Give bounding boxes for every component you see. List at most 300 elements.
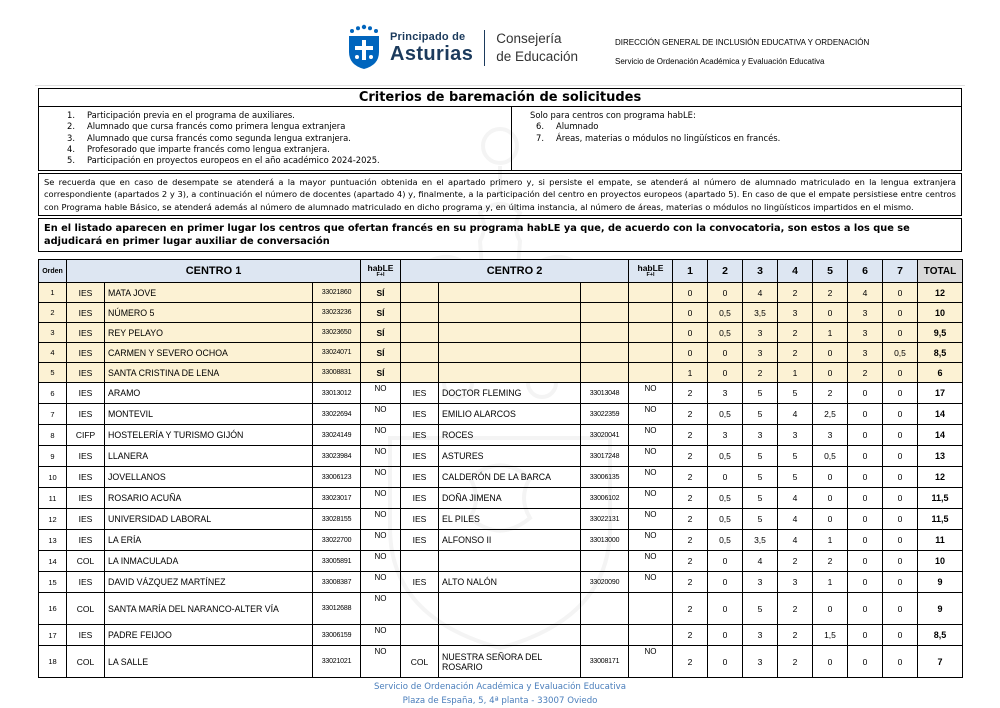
orden-cell: 5 — [39, 363, 67, 383]
orden-cell: 7 — [39, 404, 67, 425]
centro2-name-cell: NUESTRA SEÑORA DEL ROSARIO — [439, 646, 581, 678]
score-cell-7: 0 — [883, 530, 918, 551]
score-cell-1: 0 — [673, 343, 708, 363]
score-cell-1: 2 — [673, 530, 708, 551]
page-header — [345, 24, 578, 71]
criteria-item — [39, 155, 507, 166]
score-cell-2: 0 — [708, 283, 743, 303]
centro1-code-cell: 33028155 — [313, 509, 361, 530]
centro1-name-cell: REY PELAYO — [105, 323, 313, 343]
score-cell-4: 4 — [778, 509, 813, 530]
hable2-cell — [629, 303, 673, 323]
criteria-item-text: Profesorado que imparte francés como lengua extranjera. — [87, 144, 330, 155]
centro1-name-cell: HOSTELERÍA Y TURISMO GIJÓN — [105, 425, 313, 446]
hable2-cell — [629, 283, 673, 303]
score-cell-7: 0 — [883, 363, 918, 383]
score-cell-4: 4 — [778, 488, 813, 509]
score-cell-7: 0,5 — [883, 343, 918, 363]
score-cell-1: 2 — [673, 509, 708, 530]
score-cell-6: 0 — [848, 572, 883, 593]
score-cell-7: 0 — [883, 383, 918, 404]
hable1-cell: NO — [361, 404, 401, 425]
centro2-code-cell: 33022131 — [581, 509, 629, 530]
table-row — [39, 404, 963, 425]
centro2-name-cell: ALFONSO II — [439, 530, 581, 551]
orden-cell: 16 — [39, 593, 67, 625]
criteria-box — [38, 107, 962, 171]
logo-department — [496, 30, 578, 65]
orden-cell: 11 — [39, 488, 67, 509]
centro2-type-cell — [401, 303, 439, 323]
centro1-code-cell: 33023236 — [313, 303, 361, 323]
centro1-name-cell: DAVID VÁZQUEZ MARTÍNEZ — [105, 572, 313, 593]
orden-cell: 9 — [39, 446, 67, 467]
centro2-type-cell: IES — [401, 488, 439, 509]
centro2-code-cell: 33020041 — [581, 425, 629, 446]
score-cell-4: 2 — [778, 646, 813, 678]
hable2-cell: NO — [629, 425, 673, 446]
score-cell-7: 0 — [883, 551, 918, 572]
centro2-code-cell: 33008171 — [581, 646, 629, 678]
centro2-type-cell: IES — [401, 572, 439, 593]
table-row — [39, 323, 963, 343]
total-cell: 9 — [918, 593, 963, 625]
table-row — [39, 283, 963, 303]
centro2-code-cell: 33013000 — [581, 530, 629, 551]
hable1-cell: NO — [361, 446, 401, 467]
score-cell-1: 2 — [673, 467, 708, 488]
score-cell-5: 1 — [813, 530, 848, 551]
header-rule — [35, 85, 965, 86]
centro2-type-cell — [401, 551, 439, 572]
score-cell-2: 0,5 — [708, 446, 743, 467]
criteria-item-text: Alumnado — [556, 121, 599, 132]
score-cell-7: 0 — [883, 646, 918, 678]
score-cell-3: 3 — [743, 572, 778, 593]
table-row — [39, 343, 963, 363]
score-cell-4: 2 — [778, 625, 813, 646]
criteria-item-number: 7. — [536, 132, 544, 143]
hable1-cell: NO — [361, 467, 401, 488]
criteria-item-number: 4. — [67, 144, 75, 155]
hable2-cell: NO — [629, 646, 673, 678]
centro1-name-cell: PADRE FEIJOO — [105, 625, 313, 646]
orden-cell: 15 — [39, 572, 67, 593]
centro2-name-cell — [439, 625, 581, 646]
table-row — [39, 303, 963, 323]
score-cell-4: 2 — [778, 323, 813, 343]
total-cell: 11 — [918, 530, 963, 551]
centro2-name-cell — [439, 283, 581, 303]
centro2-type-cell — [401, 323, 439, 343]
score-column-header: 7 — [883, 260, 918, 283]
score-cell-4: 3 — [778, 572, 813, 593]
centro1-name-cell: UNIVERSIDAD LABORAL — [105, 509, 313, 530]
score-cell-4: 5 — [778, 446, 813, 467]
centro2-name-cell: ALTO NALÓN — [439, 572, 581, 593]
hable1-cell: NO — [361, 551, 401, 572]
score-cell-6: 0 — [848, 467, 883, 488]
table-row — [39, 509, 963, 530]
score-cell-5: 0 — [813, 646, 848, 678]
total-cell: 11,5 — [918, 509, 963, 530]
centro2-code-cell — [581, 625, 629, 646]
total-cell: 10 — [918, 551, 963, 572]
table-row — [39, 363, 963, 383]
hable2-cell: NO — [629, 530, 673, 551]
centro1-type-cell: CIFP — [67, 425, 105, 446]
centro2-type-cell — [401, 363, 439, 383]
score-cell-7: 0 — [883, 425, 918, 446]
orden-cell: 3 — [39, 323, 67, 343]
centro2-name-cell — [439, 303, 581, 323]
score-cell-3: 3,5 — [743, 530, 778, 551]
score-cell-5: 1 — [813, 572, 848, 593]
centro2-type-cell: IES — [401, 446, 439, 467]
score-cell-7: 0 — [883, 283, 918, 303]
score-cell-1: 2 — [673, 425, 708, 446]
score-cell-7: 0 — [883, 572, 918, 593]
score-cell-5: 1 — [813, 323, 848, 343]
table-row — [39, 646, 963, 678]
score-cell-4: 3 — [778, 425, 813, 446]
score-cell-3: 5 — [743, 404, 778, 425]
score-cell-6: 0 — [848, 646, 883, 678]
total-cell: 12 — [918, 467, 963, 488]
criteria-item-number: 6. — [536, 121, 544, 132]
hable1-header: habLE F+I — [361, 260, 401, 283]
criteria-item — [39, 121, 507, 132]
criteria-list-right — [512, 107, 961, 170]
centro2-name-cell: ASTURES — [439, 446, 581, 467]
centro2-type-cell: IES — [401, 383, 439, 404]
asturias-shield-icon — [345, 24, 383, 71]
total-cell: 9,5 — [918, 323, 963, 343]
servicio-line: Servicio de Ordenación Académica y Evaluación Educativa — [615, 57, 825, 66]
centro2-type-cell — [401, 343, 439, 363]
centro1-header: CENTRO 1 — [67, 260, 361, 283]
score-cell-7: 0 — [883, 509, 918, 530]
centro2-type-cell: IES — [401, 404, 439, 425]
listing-order-note: En el listado aparecen en primer lugar los centros que ofertan francés en su programa habLE ya que, de acuerdo con la convocatoria, son estos a los que se adjudicará en primer lugar auxiliar de conversación — [38, 218, 962, 252]
centro1-code-cell: 33013012 — [313, 383, 361, 404]
total-cell: 13 — [918, 446, 963, 467]
hable1-cell: NO — [361, 509, 401, 530]
document-body — [38, 88, 962, 708]
hable2-cell — [629, 343, 673, 363]
logo-brand-text — [390, 32, 473, 64]
criteria-item-text: Participación previa en el programa de auxiliares. — [87, 110, 295, 120]
score-cell-2: 0 — [708, 572, 743, 593]
hable1-cell: NO — [361, 425, 401, 446]
centro2-code-cell — [581, 283, 629, 303]
tiebreak-note: Se recuerda que en caso de desempate se atenderá a la mayor puntuación obtenida en el apartado primero y, si persiste el empate, se atenderá al número de alumnado matriculado en la lengua extranjera correspondiente (apartados 2 y 3), a continuación el número de docentes (apartado 4) y, finalmente, a la participación del centro en proyectos europeos (apartado 5). En caso de que el empate persistiese entre centros con Programa hable Básico, se atenderá además al número de alumnado matriculado en dicho programa y, en última instancia, al número de áreas, materias o módulos no lingüísticos impartidos en el mismo. — [38, 173, 962, 216]
score-cell-3: 5 — [743, 383, 778, 404]
score-cell-2: 3 — [708, 425, 743, 446]
score-cell-5: 2 — [813, 283, 848, 303]
score-cell-4: 5 — [778, 467, 813, 488]
score-cell-2: 0,5 — [708, 509, 743, 530]
centro1-type-cell: IES — [67, 446, 105, 467]
orden-cell: 2 — [39, 303, 67, 323]
centro1-type-cell: IES — [67, 383, 105, 404]
centro2-type-cell: IES — [401, 425, 439, 446]
score-cell-3: 3 — [743, 323, 778, 343]
total-cell: 14 — [918, 425, 963, 446]
score-cell-3: 5 — [743, 488, 778, 509]
score-cell-6: 4 — [848, 283, 883, 303]
centro2-type-cell — [401, 593, 439, 625]
centro1-name-cell: MONTEVIL — [105, 404, 313, 425]
score-cell-5: 0 — [813, 303, 848, 323]
centro2-code-cell: 33020090 — [581, 572, 629, 593]
centro2-code-cell — [581, 303, 629, 323]
centro1-code-cell: 33006159 — [313, 625, 361, 646]
centro1-type-cell: IES — [67, 467, 105, 488]
orden-cell: 12 — [39, 509, 67, 530]
criteria-item-number: 3. — [67, 132, 75, 143]
orden-cell: 14 — [39, 551, 67, 572]
score-cell-5: 1,5 — [813, 625, 848, 646]
footer-line2: Plaza de España, 5, 4ª planta - 33007 Oviedo — [402, 695, 598, 706]
centro2-header: CENTRO 2 — [401, 260, 629, 283]
centro1-type-cell: IES — [67, 530, 105, 551]
centro2-code-cell: 33017248 — [581, 446, 629, 467]
centro1-code-cell: 33005891 — [313, 551, 361, 572]
score-cell-5: 0 — [813, 363, 848, 383]
hable2-cell: NO — [629, 467, 673, 488]
score-cell-3: 3,5 — [743, 303, 778, 323]
dept-line2: de Educación — [496, 48, 579, 64]
score-column-header: 6 — [848, 260, 883, 283]
table-row — [39, 467, 963, 488]
centro2-name-cell: EL PILES — [439, 509, 581, 530]
hable1-cell: NO — [361, 530, 401, 551]
centro1-name-cell: SANTA CRISTINA DE LENA — [105, 363, 313, 383]
hable2-cell: NO — [629, 551, 673, 572]
total-cell: 8,5 — [918, 343, 963, 363]
score-cell-6: 3 — [848, 303, 883, 323]
orden-cell: 4 — [39, 343, 67, 363]
centro2-code-cell — [581, 323, 629, 343]
criteria-item — [39, 144, 507, 155]
score-cell-3: 3 — [743, 625, 778, 646]
centro2-code-cell — [581, 343, 629, 363]
total-cell: 8,5 — [918, 625, 963, 646]
score-cell-3: 4 — [743, 551, 778, 572]
total-cell: 17 — [918, 383, 963, 404]
centro2-code-cell — [581, 363, 629, 383]
score-cell-5: 0 — [813, 509, 848, 530]
score-cell-2: 0 — [708, 467, 743, 488]
criteria-item-number: 5. — [67, 155, 75, 166]
score-cell-7: 0 — [883, 625, 918, 646]
score-cell-6: 0 — [848, 530, 883, 551]
centro1-code-cell: 33024071 — [313, 343, 361, 363]
criteria-item-text: Alumnado que cursa francés como segunda lengua extranjera. — [87, 132, 351, 143]
score-cell-5: 2 — [813, 383, 848, 404]
score-column-header: 1 — [673, 260, 708, 283]
centro1-type-cell: IES — [67, 323, 105, 343]
centro2-code-cell: 33006102 — [581, 488, 629, 509]
hable1-cell: NO — [361, 383, 401, 404]
score-cell-6: 0 — [848, 625, 883, 646]
hable1-cell: SÍ — [361, 343, 401, 363]
score-cell-1: 2 — [673, 488, 708, 509]
centro1-code-cell: 33012688 — [313, 593, 361, 625]
score-cell-6: 0 — [848, 488, 883, 509]
centro2-name-cell: CALDERÓN DE LA BARCA — [439, 467, 581, 488]
centro1-name-cell: SANTA MARÍA DEL NARANCO-ALTER VÍA — [105, 593, 313, 625]
score-cell-3: 5 — [743, 593, 778, 625]
orden-cell: 1 — [39, 283, 67, 303]
centro2-type-cell: IES — [401, 467, 439, 488]
score-cell-6: 3 — [848, 323, 883, 343]
hable1-cell: SÍ — [361, 283, 401, 303]
centro1-type-cell: IES — [67, 363, 105, 383]
score-cell-6: 3 — [848, 343, 883, 363]
score-cell-2: 0 — [708, 551, 743, 572]
criteria-item — [512, 121, 955, 132]
score-cell-1: 2 — [673, 593, 708, 625]
score-cell-3: 4 — [743, 283, 778, 303]
table-row — [39, 530, 963, 551]
score-cell-3: 5 — [743, 467, 778, 488]
centro2-name-cell — [439, 551, 581, 572]
centro1-type-cell: IES — [67, 343, 105, 363]
criteria-item-text: Áreas, materias o módulos no lingüísticos en francés. — [556, 132, 781, 143]
centro2-type-cell — [401, 625, 439, 646]
centro1-name-cell: ARAMO — [105, 383, 313, 404]
centro1-code-cell: 33023984 — [313, 446, 361, 467]
score-cell-3: 3 — [743, 343, 778, 363]
score-cell-6: 0 — [848, 593, 883, 625]
criteria-item — [39, 133, 507, 144]
hable2-cell: NO — [629, 446, 673, 467]
score-cell-6: 0 — [848, 551, 883, 572]
score-cell-7: 0 — [883, 467, 918, 488]
criteria-item — [512, 133, 955, 144]
score-cell-3: 2 — [743, 363, 778, 383]
total-cell: 9 — [918, 572, 963, 593]
hable1-cell: NO — [361, 572, 401, 593]
score-cell-7: 0 — [883, 303, 918, 323]
centro1-name-cell: NÚMERO 5 — [105, 303, 313, 323]
centro2-code-cell: 33006135 — [581, 467, 629, 488]
criteria-item-text: Alumnado que cursa francés como primera lengua extranjera — [87, 121, 346, 132]
centro1-name-cell: LA SALLE — [105, 646, 313, 678]
hable2-header: habLE F+I — [629, 260, 673, 283]
orden-cell: 6 — [39, 383, 67, 404]
centro1-name-cell: CARMEN Y SEVERO OCHOA — [105, 343, 313, 363]
score-cell-1: 1 — [673, 363, 708, 383]
score-cell-5: 0 — [813, 593, 848, 625]
centro1-code-cell: 33023017 — [313, 488, 361, 509]
centro1-code-cell: 33024149 — [313, 425, 361, 446]
score-cell-2: 0 — [708, 593, 743, 625]
centro1-code-cell: 33022694 — [313, 404, 361, 425]
score-cell-1: 2 — [673, 446, 708, 467]
score-column-header: 2 — [708, 260, 743, 283]
hable2-cell: NO — [629, 488, 673, 509]
centro1-code-cell: 33021860 — [313, 283, 361, 303]
centro1-type-cell: IES — [67, 283, 105, 303]
table-header-row — [39, 260, 963, 283]
criteria-item-text: Participación en proyectos europeos en el año académico 2024-2025. — [87, 155, 380, 166]
centro1-name-cell: LLANERA — [105, 446, 313, 467]
score-cell-1: 2 — [673, 646, 708, 678]
centro2-type-cell: IES — [401, 509, 439, 530]
centro1-type-cell: IES — [67, 404, 105, 425]
score-cell-3: 3 — [743, 646, 778, 678]
total-cell: 11,5 — [918, 488, 963, 509]
score-cell-4: 3 — [778, 303, 813, 323]
score-cell-6: 0 — [848, 404, 883, 425]
score-cell-4: 2 — [778, 551, 813, 572]
table-row — [39, 625, 963, 646]
hable-subtitle: F+I — [376, 271, 385, 278]
score-cell-2: 3 — [708, 383, 743, 404]
hable1-cell: SÍ — [361, 323, 401, 343]
hable2-cell — [629, 323, 673, 343]
centro1-name-cell: ROSARIO ACUÑA — [105, 488, 313, 509]
asturias-logo — [345, 24, 578, 71]
score-cell-2: 0,5 — [708, 303, 743, 323]
score-cell-1: 0 — [673, 303, 708, 323]
table-row — [39, 446, 963, 467]
brand-top: Principado de — [390, 30, 466, 43]
centro1-type-cell: IES — [67, 625, 105, 646]
centro1-name-cell: LA INMACULADA — [105, 551, 313, 572]
score-column-header: 4 — [778, 260, 813, 283]
hable2-cell — [629, 593, 673, 625]
centro2-name-cell: DOCTOR FLEMING — [439, 383, 581, 404]
score-cell-5: 0 — [813, 343, 848, 363]
centro2-code-cell — [581, 551, 629, 572]
score-cell-4: 4 — [778, 530, 813, 551]
score-cell-6: 0 — [848, 446, 883, 467]
centro1-type-cell: COL — [67, 646, 105, 678]
table-row — [39, 383, 963, 404]
score-cell-5: 0 — [813, 467, 848, 488]
criteria-right-intro: Solo para centros con programa habLE: — [530, 110, 696, 120]
score-cell-2: 0 — [708, 363, 743, 383]
centro1-name-cell: JOVELLANOS — [105, 467, 313, 488]
direccion-general-line: DIRECCIÓN GENERAL DE INCLUSIÓN EDUCATIVA Y ORDENACIÓN — [615, 38, 870, 47]
score-cell-2: 0 — [708, 646, 743, 678]
total-cell: 10 — [918, 303, 963, 323]
centro2-code-cell: 33013048 — [581, 383, 629, 404]
score-cell-7: 0 — [883, 404, 918, 425]
score-cell-1: 0 — [673, 283, 708, 303]
score-column-header: 3 — [743, 260, 778, 283]
score-cell-4: 2 — [778, 343, 813, 363]
centro1-type-cell: IES — [67, 303, 105, 323]
score-cell-6: 0 — [848, 383, 883, 404]
hable1-cell: NO — [361, 625, 401, 646]
score-column-header: 5 — [813, 260, 848, 283]
centro2-name-cell: ROCES — [439, 425, 581, 446]
page-footer — [38, 681, 962, 708]
centro1-type-cell: COL — [67, 593, 105, 625]
hable2-cell: NO — [629, 572, 673, 593]
score-cell-2: 0,5 — [708, 488, 743, 509]
footer-line1: Servicio de Ordenación Académica y Evaluación Educativa — [373, 682, 627, 693]
centro2-type-cell — [401, 283, 439, 303]
criteria-item — [39, 110, 507, 121]
orden-header: Orden — [39, 260, 67, 283]
centro1-code-cell: 33022700 — [313, 530, 361, 551]
